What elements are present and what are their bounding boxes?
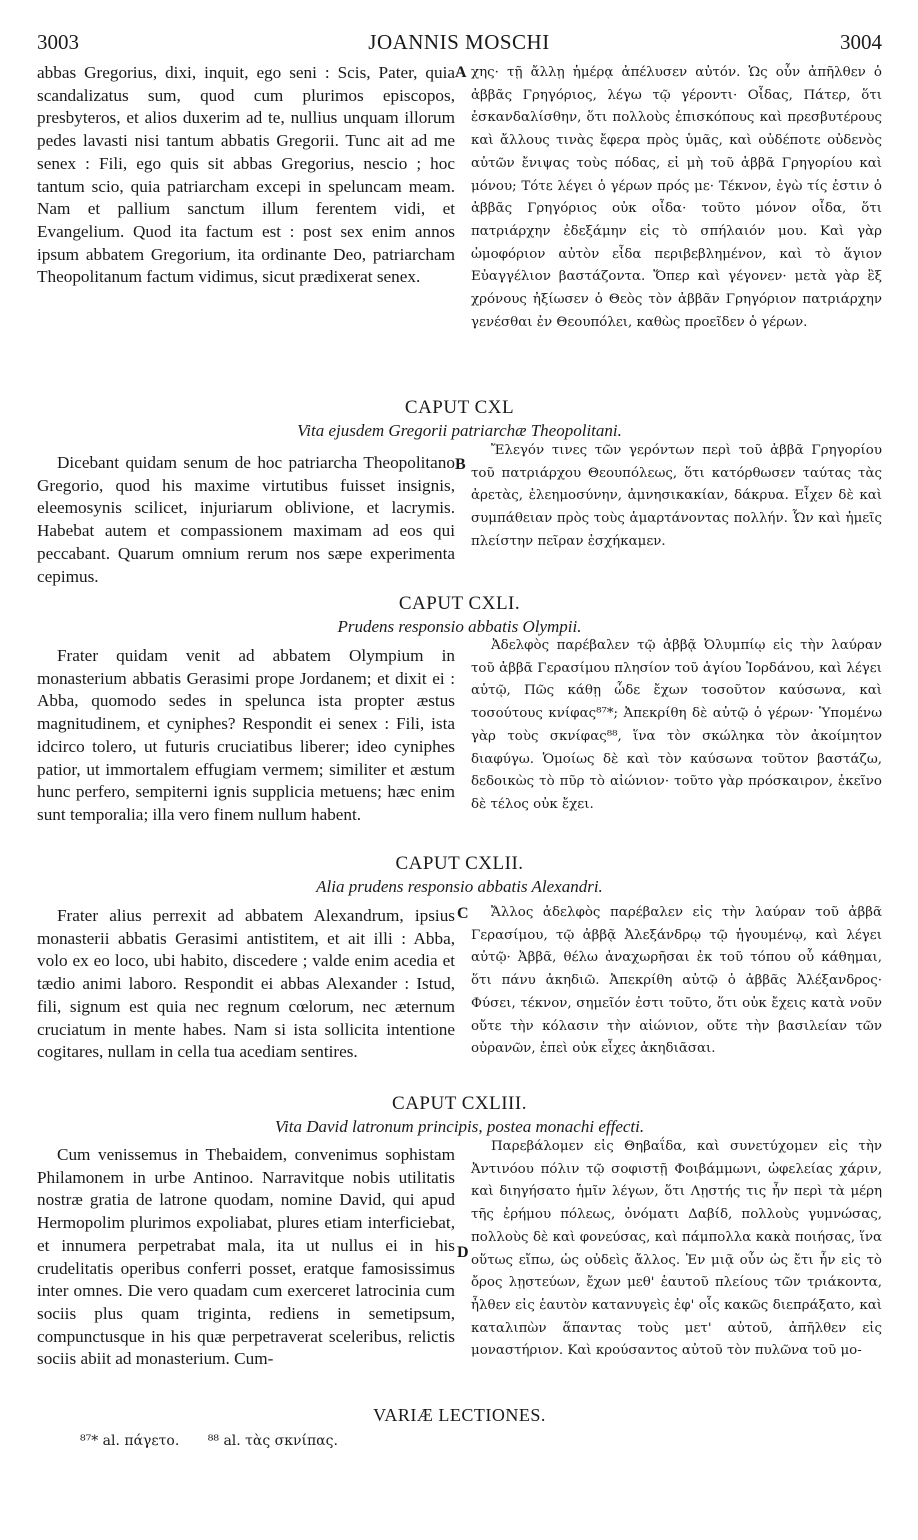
greek-column xyxy=(471,1136,882,1363)
footnotes xyxy=(80,1433,362,1449)
margin-letter: A xyxy=(455,64,467,81)
greek-text: Ἄλλος ἀδελφὸς παρέβαλεν εἰς τὴν λαύραν τοῦ ἀββᾶ Γερασίμου, τῷ ἀββᾷ Ἀλεξάνδρῳ τῷ ἡγουμένῳ, καὶ λέγει αὐτῷ· Ἀββᾶ, θέλω ἀναχωρῆσαι ἐκ τοῦ τόπου οὗ κάθημαι, ὅτι πάνυ ἀκηδιῶ. Ἀπεκρίθη αὐτῷ ὁ ἀββᾶς Ἀλέξανδρος· Φύσει, τέκνον, σημεῖόν ἐστι τοῦτο, ὅτι οὐκ ἔχεις κατὰ νοῦν οὔτε τὴν κόλασιν τὴν αἰώνιον, οὔτε τὴν βασιλείαν τῶν οὐρανῶν, ἐπεὶ οὐκ εἶχες ἀκηδιᾶσαι. xyxy=(471,905,882,1057)
chapter-heading: CAPUT CXLII. xyxy=(395,853,524,874)
page-number-left: 3003 xyxy=(37,30,79,54)
page-number-right: 3004 xyxy=(840,30,882,54)
latin-text: Cum venissemus in Thebaidem, convenimus sophistam Philamonem in urbe Antinoo. Narravitque nobis utilitatis nostræ gratia de latrone quodam, nomine David, qui apud Hermopolim plurimos expoliabat, plures etiam interficiebat, et innumera perpetrabat mala, ita ut nullus ei in his crudelitatis operibus conferri posset, eratque famosissimus inter omnes. Die vero quadam cum exerceret latrocinia cum sociis plus quam triginta, rediens in semetipsum, compunctusque in his quæ perpetraverat sceleribus, relictis sociis abiit ad monasterium. Cum- xyxy=(37,1145,455,1369)
chapter-heading: CAPUT CXLIII. xyxy=(392,1093,527,1114)
greek-column xyxy=(471,635,882,817)
margin-letter: C xyxy=(457,905,469,922)
latin-column xyxy=(37,62,455,289)
greek-text: Παρεβάλομεν εἰς Θηβαΐδα, καὶ συνετύχομεν εἰς τὴν Ἀντινόου πόλιν τῷ σοφιστῇ Φοιβάμμωνι, ὠφελείας χάριν, καὶ διηγήσατο ἡμῖν λέγων, ὅτι Λῃστής τις ἦν περὶ τὰ μέρη τῆς ἐρήμου πόλεως, ὀνόματι Δαβίδ, πολλοὺς γυμνώσας, πολλοὺς δὲ καὶ φονεύσας, καὶ πάμπολλα κακὰ ποιήσας, ἵνα οὕτως εἴπω, ὡς οὐδεὶς ἄλλος. Ἐν μιᾷ οὖν ὡς ἔτι ἦν εἰς τὸ ὄρος λῃστεύων, ἔχων μεθ' ἑαυτοῦ πλείους τῶν τριάκοντα, ἦλθεν εἰς ἑαυτὸν κατανυγεὶς ἐφ' οἷς κακῶς διεπράξατο, καὶ καταλιπὼν ἅπαντας τοὺς μετ' αὐτοῦ, ἀπῆλθεν εἰς μοναστήριον. Καὶ κρούσαντος αὐτοῦ τὸν πυλῶνα τοῦ μο- xyxy=(471,1139,882,1359)
latin-column xyxy=(37,645,455,827)
latin-text: Frater quidam venit ad abbatem Olympium in monasterium abbatis Gerasimi prope Jordanem; et dixit ei : Abba, quomodo sedes in spelunca ista propter æstus magnitudinem, et cyniphes? Respondit ei senex : Fili, ista idcirco tolero, ut futuris cruciatibus liberer; ideo cyniphes patior, ut immortalem effugiam vermem; similiter et æstum hunc perfero, sempiterni ignis supplicia metuens; hæc enim sunt temporalia; illa vero finem nullum habent. xyxy=(37,646,455,824)
chapter-subtitle: Alia prudens responsio abbatis Alexandri. xyxy=(316,877,603,896)
page-header xyxy=(0,30,918,60)
greek-text: Ἀδελφὸς παρέβαλεν τῷ ἀββᾷ Ὀλυμπίῳ εἰς τὴν λαύραν τοῦ ἀββᾶ Γερασίμου πλησίον τοῦ ἁγίου Ἰορδάνου, καὶ λέγει αὐτῷ, Πῶς κάθῃ ὧδε ἔχων τοσοῦτον καύσωνα, καὶ τοσούτους κνίφας⁸⁷*; Ἀπεκρίθη δὲ αὐτῷ ὁ γέρων· Ὑπομένω γὰρ τοὺς σκνίφας⁸⁸, ἵνα τὸν σκώληκα τὸν ἀκοίμητον διαφύγω. Ὁμοίως δὲ καὶ τὸν καύσωνα τοῦτον βαστάζω, δεδοικὼς τὸ πῦρ τὸ αἰώνιον· τοῦτο γὰρ πρόσκαιρον, ἐκεῖνο δὲ τέλος οὐκ ἔχει. xyxy=(471,638,882,812)
latin-text: Dicebant quidam senum de hoc patriarcha Theopolitano Gregorio, quod his maxime virtutibus fuisset insignis, eleemosynis scilicet, injuriarum oblivione, et lacrymis. Habebat autem et compassionem maximam ad eos qui peccabant. Quarum omnium rerum nos sæpe experimenta cepimus. xyxy=(37,453,455,586)
running-title: JOANNIS MOSCHI xyxy=(368,30,550,54)
chapter-heading: CAPUT CXL xyxy=(404,397,515,418)
latin-column xyxy=(37,452,455,588)
margin-letter: D xyxy=(457,1244,469,1261)
variae-lectiones-heading: VARIÆ LECTIONES. xyxy=(373,1405,546,1425)
chapter-subtitle: Prudens responsio abbatis Olympii. xyxy=(337,617,582,636)
latin-text: abbas Gregorius, dixi, inquit, ego seni : Scis, Pater, quia scandalizatus sum, quod cum plurimos episcopos, presbyteros, et alios duxerim ad te, nullius unquam illorum pedes lavasti nisi tantum abbatis Gregorii. Tunc ait ad me senex : Fili, ego quis sit abbas Gregorius, nescio ; hoc tantum scio, quia patriarcham excepi in speluncam meam. Nam et pallium sanctum illum ferentem vidi, et Evangelium. Quod ita factum est : post sex enim annos ipsum abbatem Gregorium, ita ordinante Deo, patriarcham Theopolitanum factum vidimus, sicut prædixerat senex. xyxy=(37,63,455,287)
margin-letter: B xyxy=(455,456,466,473)
latin-text: Frater alius perrexit ad abbatem Alexandrum, ipsius monasterii abbatis Gerasimi antistitem, et ait illi : Abba, volo ex eo loco, ubi habito, discedere ; valde enim acedia et tædio animi laboro. Respondit ei abbas Alexander : Istud, fili, signum est quia nec regnum cœlorum, nec æternum cruciatum in mente habes. Nam si ista sollicita intentione cogitares, nullam in cella tua acediam sentires. xyxy=(37,906,455,1062)
chapter-subtitle: Vita David latronum principis, postea monachi effecti. xyxy=(274,1117,645,1136)
greek-text: Ἔλεγόν τινες τῶν γερόντων περὶ τοῦ ἀββᾶ Γρηγορίου τοῦ πατριάρχου Θεουπόλεως, ὅτι κατόρθωσεν ταύτας τὰς ἀρετὰς, ἐλεημοσύνην, ἀμνησικακίαν, δάκρυα. Εἶχεν δὲ καὶ συμπάθειαν πρὸς τοὺς ἁμαρτάνοντας πολλήν. Ὧν καὶ ἡμεῖς πλείστην πεῖραν ἐσχήκαμεν. xyxy=(471,443,882,549)
chapter-subtitle: Vita ejusdem Gregorii patriarchæ Theopolitani. xyxy=(297,421,622,440)
footnote: ⁸⁸ al. τὰς σκνίπας. xyxy=(207,1433,338,1449)
greek-column xyxy=(471,902,882,1061)
footnote: ⁸⁷* al. πάγετο. xyxy=(80,1433,180,1449)
latin-column xyxy=(37,1144,455,1371)
chapter-heading: CAPUT CXLI. xyxy=(398,593,521,614)
latin-column xyxy=(37,905,455,1064)
greek-text: χης· τῇ ἄλλῃ ἡμέρᾳ ἀπέλυσεν αὐτόν. Ὡς οὖν ἀπῆλθεν ὁ ἀββᾶς Γρηγόριος, λέγω τῷ γέροντι· Οἶδας, Πάτερ, ὅτι ἐσκανδαλίσθην, ὅτι πολλοὺς ἐπισκόπους καὶ πρεσβυτέρους καὶ ἄλλους τινὰς ἔφερα πρὸς ὑμᾶς, καὶ οὐδέποτε οὐδενὸς αὐτῶν ἔνιψας τοὺς πόδας, εἰ μὴ τοῦ ἀββᾶ Γρηγορίου καὶ μόνου; Τότε λέγει ὁ γέρων πρός με· Τέκνον, ἐγὼ τίς ἐστιν ὁ ἀββᾶς Γρηγόριος οὐκ οἶδα· τοῦτο μόνον οἶδα, ὅτι πατριάρχην ἐδεξάμην εἰς τὸ σπήλαιόν μου. Καὶ γὰρ ὠμοφόριον αὐτὸν εἶδα περιβεβλημένον, καὶ τὸ ἅγιον Εὐαγγέλιον βαστάζοντα. Ὅπερ καὶ γέγονεν· μετὰ γὰρ ἓξ χρόνους ἠξίωσεν ὁ Θεὸς τὸν ἀββᾶν Γρηγόριον πατριάρχην γενέσθαι ἐν Θεουπόλει, καθὼς προεῖδεν ὁ γέρων. xyxy=(471,65,882,330)
greek-column xyxy=(471,62,882,334)
greek-column xyxy=(471,440,882,554)
